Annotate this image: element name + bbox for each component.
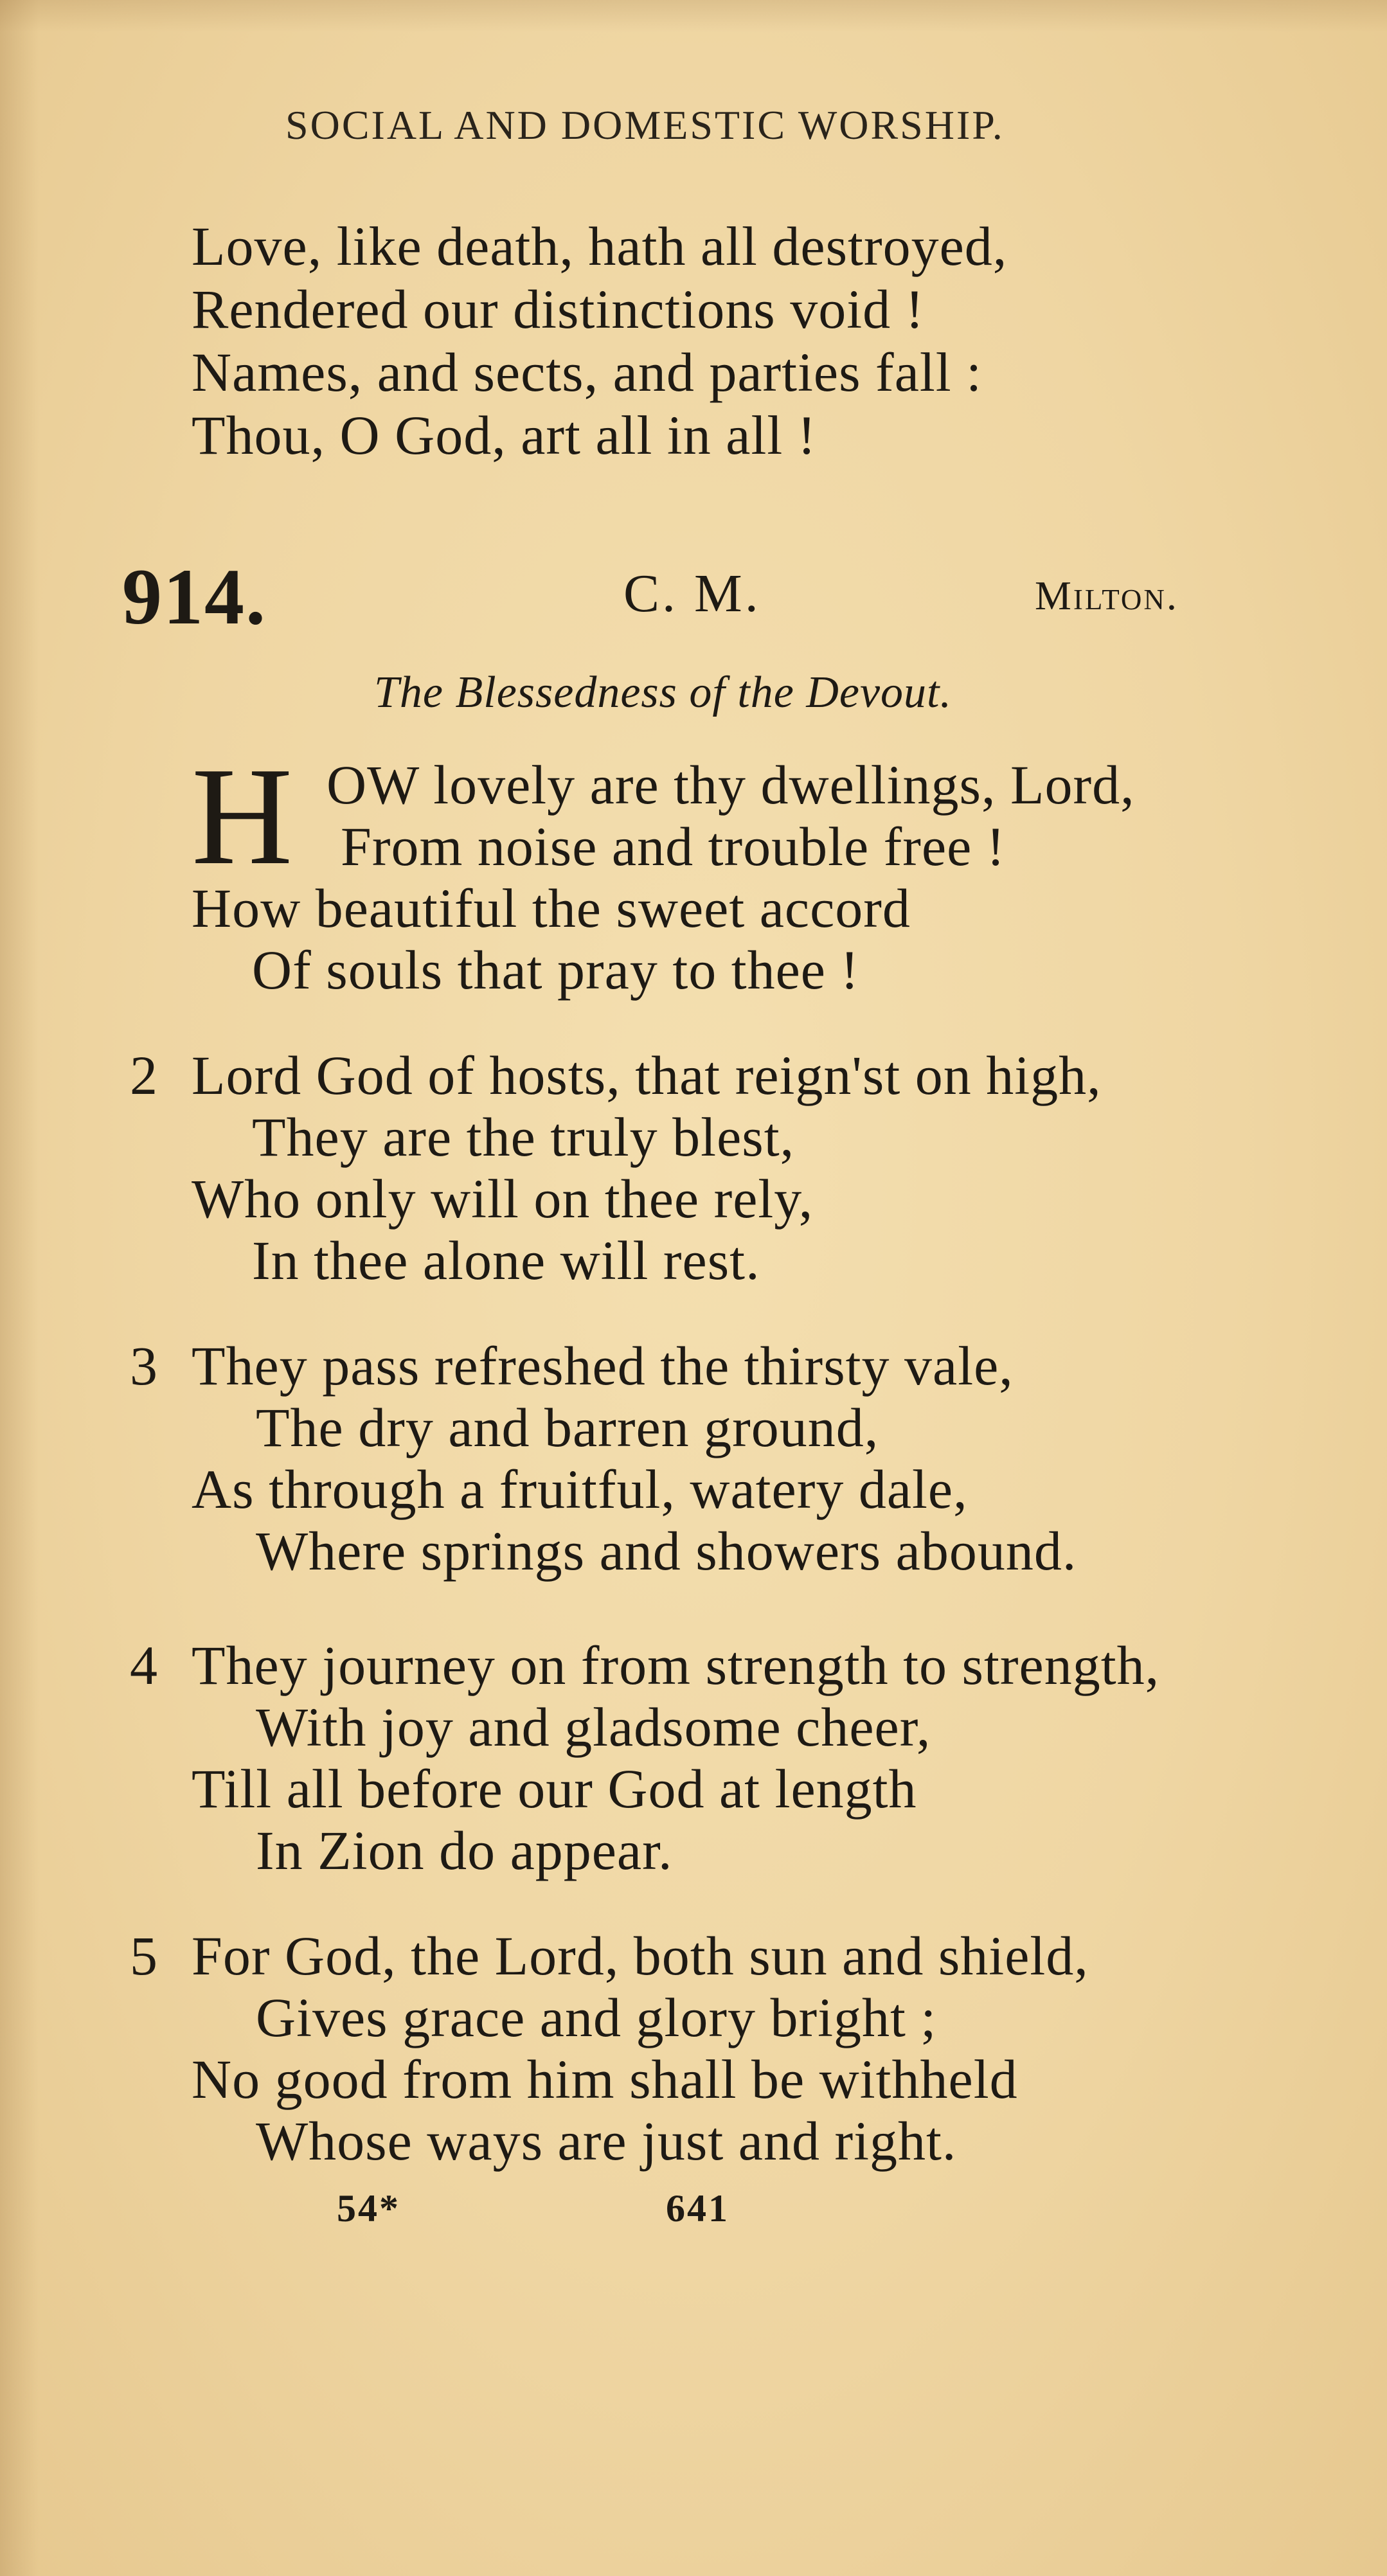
verse-line: Gives grace and glory bright ; bbox=[256, 1987, 937, 2048]
verse-line: Love, like death, hath all destroyed, bbox=[192, 215, 1008, 277]
verse-line: Of souls that pray to thee ! bbox=[252, 939, 860, 1001]
verse-line: How beautiful the sweet accord bbox=[192, 877, 911, 939]
page-edge-shadow bbox=[0, 0, 39, 2576]
verse-line: As through a fruitful, watery dale, bbox=[192, 1458, 968, 1520]
verse-line: Rendered our distinctions void ! bbox=[192, 278, 925, 340]
hymn-number: 914. bbox=[122, 553, 267, 641]
signature-mark: 54* bbox=[337, 2187, 400, 2230]
verse-line: In Zion do appear. bbox=[256, 1820, 673, 1881]
page-number: 641 bbox=[666, 2187, 729, 2230]
verse-line: Thou, O God, art all in all ! bbox=[192, 404, 817, 466]
verse-line: Where springs and showers abound. bbox=[256, 1520, 1077, 1582]
stanza-number: 4 bbox=[130, 1634, 157, 1696]
verse-line: OW lovely are thy dwellings, Lord, bbox=[327, 754, 1135, 816]
verse-line: Till all before our God at length bbox=[192, 1758, 917, 1820]
verse-line: Whose ways are just and right. bbox=[256, 2110, 957, 2172]
verse-line: The dry and barren ground, bbox=[256, 1397, 879, 1458]
page-top-shadow bbox=[0, 0, 1387, 32]
verse-line: No good from him shall be withheld bbox=[192, 2048, 1018, 2110]
verse-line: They are the truly blest, bbox=[252, 1106, 795, 1168]
hymn-title: The Blessedness of the Devout. bbox=[374, 668, 952, 717]
stanza-number: 5 bbox=[130, 1925, 157, 1987]
verse-line: Who only will on thee rely, bbox=[192, 1168, 814, 1230]
verse-line: Lord God of hosts, that reign'st on high, bbox=[192, 1044, 1102, 1106]
stanza-number: 2 bbox=[130, 1044, 157, 1106]
verse-line: With joy and gladsome cheer, bbox=[256, 1696, 931, 1758]
tune-name: Milton. bbox=[1035, 573, 1179, 618]
stanza-number: 3 bbox=[130, 1335, 157, 1397]
verse-line: They pass refreshed the thirsty vale, bbox=[192, 1335, 1014, 1397]
verse-line: Names, and sects, and parties fall : bbox=[192, 341, 983, 403]
running-head: SOCIAL AND DOMESTIC WORSHIP. bbox=[285, 102, 1005, 148]
verse-line: They journey on from strength to strength, bbox=[192, 1634, 1160, 1696]
drop-cap: H bbox=[192, 739, 293, 894]
hymn-meter: C. M. bbox=[623, 564, 761, 623]
verse-line: From noise and trouble free ! bbox=[341, 816, 1006, 877]
verse-line: For God, the Lord, both sun and shield, bbox=[192, 1925, 1089, 1987]
verse-line: In thee alone will rest. bbox=[252, 1230, 760, 1291]
